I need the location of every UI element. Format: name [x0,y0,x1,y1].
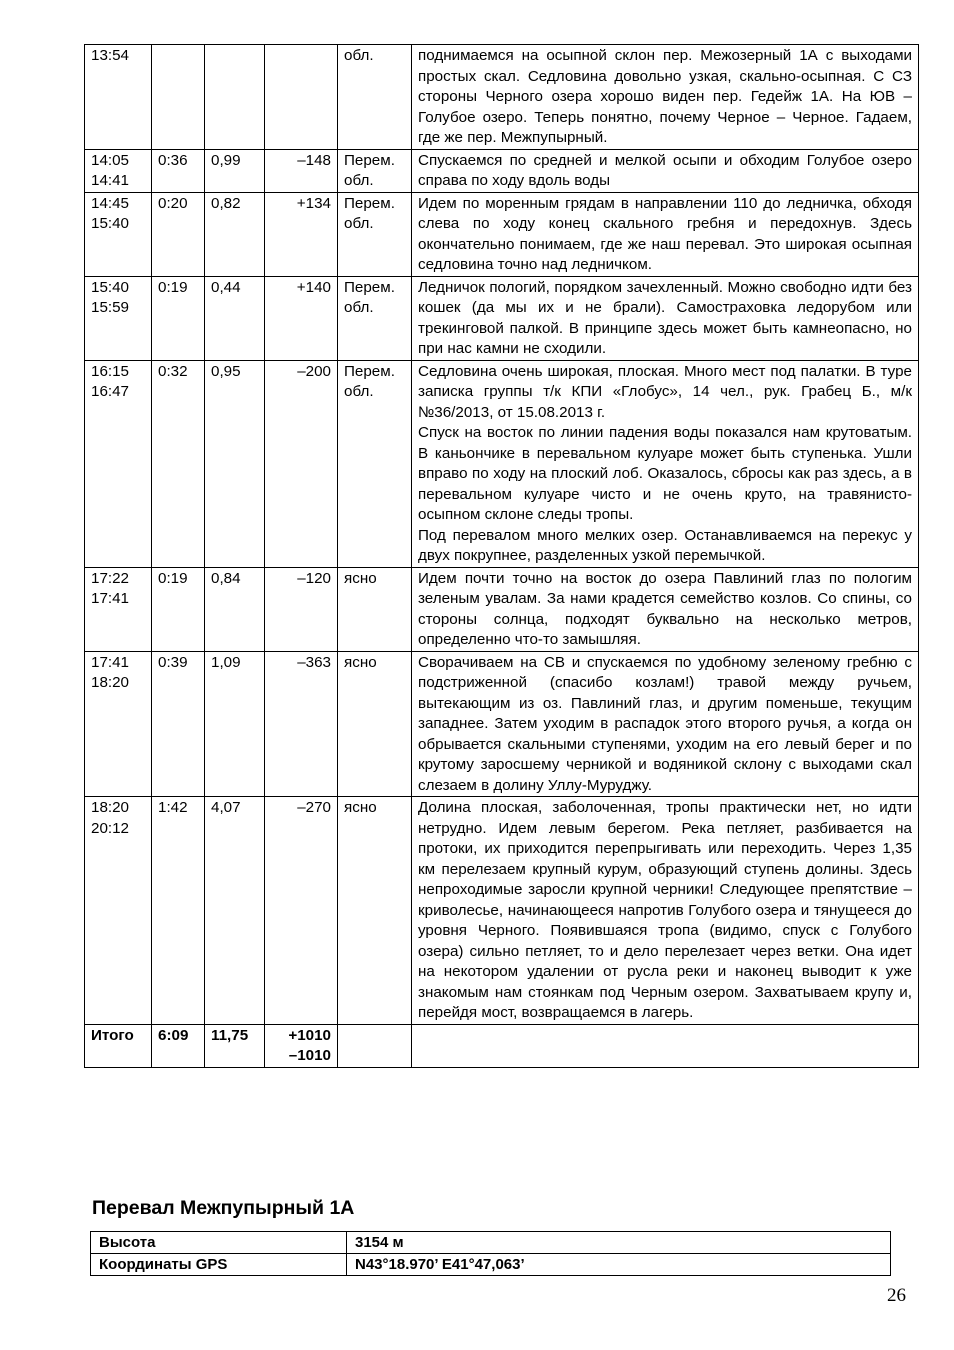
description-cell-line: Сворачиваем на СВ и спускаемся по удобному зеленому гребню с подстриженной (спасибо козлам!) травой между ручьем, вытекающим из оз. Павлиний глаз, и другим поменьше, текущим западнее. Затем уходим в распадок этого второго ручья, а когда он обрывается скальными ступенями, уходим на его левый берег и по крутому заросшему черникой и водяникой склону с выходами скал слезаем в долину Уллу-Муруджу. [418,653,912,794]
elevation-cell [265,45,338,150]
total-description-empty [412,1024,919,1067]
duration-cell: 0:36 [152,149,205,192]
weather-cell-line: ясно [344,653,377,671]
log-row [85,276,919,360]
total-duration: 6:09 [152,1024,205,1067]
distance-cell: 4,07 [205,797,265,1025]
total-elevation [265,1024,338,1067]
log-row [85,192,919,276]
time-cell-line: 16:15 [91,362,130,380]
log-row [85,45,919,150]
elevation-cell: –200 [265,360,338,567]
description-cell [412,45,919,150]
distance-cell: 0,82 [205,192,265,276]
time-cell-line: 17:41 [91,653,130,671]
pass-param-value: N43°18.970’ E41°47,063’ [347,1254,891,1276]
description-cell-line: поднимаемся на осыпной склон пер. Межозерный 1А с выходами простых скал. Седловина довольно узкая, скально-осыпная. С СЗ стороны Черного озера хорошо виден пер. Гедейж 1А. На ЮВ – Голубое озеро. Теперь понятно, почему Черное – Черное. Гадаем, где же пер. Межпупырный. [418,47,912,146]
duration-cell: 0:19 [152,276,205,360]
time-cell [85,567,152,651]
pass-param-row [91,1254,891,1276]
time-cell-line: 13:54 [91,47,130,64]
time-cell-line: 15:40 [91,215,130,232]
description-cell [412,276,919,360]
distance-cell: 0,99 [205,149,265,192]
log-row [85,651,919,797]
weather-cell-line: обл. [344,299,374,316]
distance-cell [205,45,265,150]
total-row [85,1024,919,1067]
time-cell-line: 18:20 [91,799,130,816]
weather-cell-line: ясно [344,799,377,816]
time-cell [85,276,152,360]
time-cell [85,360,152,567]
description-cell-line: Идем по моренным грядам в направлении 110 до ледничка, обходя слева по ходу конец скального гребня и передохнув. Здесь окончательно понимаем, где же наш перевал. Это широкая осыпная седловина точно над ледничком. [418,194,912,273]
weather-cell-line: Перем. [344,194,395,212]
description-cell-line: Седловина очень широкая, плоская. Много мест под палатки. В туре записка группы т/к КПИ «Глобус», 14 чел., рук. Грабец Б., м/к №36/2013, от 15.08.2013 г. [418,362,912,421]
weather-cell [338,149,412,192]
description-cell [412,360,919,567]
time-cell [85,651,152,797]
time-cell-line: 16:47 [91,383,130,400]
time-cell-line: 14:45 [91,194,130,212]
duration-cell: 0:39 [152,651,205,797]
weather-cell-line: Перем. [344,278,395,296]
weather-cell-line: обл. [344,172,374,189]
distance-cell: 1,09 [205,651,265,797]
log-row [85,360,919,567]
weather-cell [338,276,412,360]
weather-cell [338,567,412,651]
weather-cell [338,360,412,567]
total-label: Итого [85,1024,152,1067]
duration-cell [152,45,205,150]
weather-cell [338,651,412,797]
elevation-cell: –120 [265,567,338,651]
weather-cell-line: обл. [344,215,374,232]
time-cell-line: 17:22 [91,569,130,587]
weather-cell-line: ясно [344,569,377,587]
total-elevation-line: –1010 [288,1047,331,1064]
description-cell [412,149,919,192]
description-cell [412,567,919,651]
pass-param-value: 3154 м [347,1232,891,1254]
description-cell [412,192,919,276]
elevation-cell: +134 [265,192,338,276]
time-cell [85,192,152,276]
description-cell-line: Долина плоская, заболоченная, тропы практически нет, но идти нетрудно. Идем левым берегом. Река петляет, разбивается на протоки, их приходится перепрыгивать или переходить. Через 1,35 км перелезаем крупный курум, образующий ступень долины. Здесь непроходимые заросли крупной черники! Следующее препятствие – криволесье, начинающееся напротив Голубого озера и тянущееся до уровня Черного. Появившаяся тропа (видимо, спуск с Голубого озера) сильно петляет, то и дело перелезает через ветки. Она идет на некотором удалении от русла реки и наконец выводит к уже знакомым нам стоянкам под Черным озером. Захватываем крупу и, перейдя мост, возвращаемся в лагерь. [418,799,912,1021]
weather-cell-line: Перем. [344,151,395,169]
weather-cell-line: обл. [344,383,374,400]
pass-param-label: Координаты GPS [91,1254,347,1276]
distance-cell: 0,84 [205,567,265,651]
log-row [85,797,919,1025]
duration-cell: 0:19 [152,567,205,651]
description-cell [412,797,919,1025]
pass-title: Перевал Межпупырный 1А [92,1197,355,1219]
elevation-cell: +140 [265,276,338,360]
description-cell-line: Идем почти точно на восток до озера Павлиний глаз по пологим зеленым увалам. За нами крадется семейство козлов. Со спины, со стороны солнца, подходят буквально на несколько метров, определенно что-то замышляя. [418,569,912,648]
time-cell-line: 18:20 [91,674,130,691]
duration-cell: 0:32 [152,360,205,567]
distance-cell: 0,95 [205,360,265,567]
description-cell-line: Спускаемся по средней и мелкой осыпи и обходим Голубое озеро справа по ходу вдоль воды [418,151,912,189]
pass-params-table [90,1231,891,1276]
pass-param-row [91,1232,891,1254]
elevation-cell: –363 [265,651,338,797]
total-weather-empty [338,1024,412,1067]
time-cell [85,797,152,1025]
elevation-cell: –148 [265,149,338,192]
log-row [85,149,919,192]
weather-cell [338,192,412,276]
description-cell [412,651,919,797]
log-row [85,567,919,651]
route-log-table [84,44,919,1068]
time-cell-line: 17:41 [91,590,130,607]
time-cell-line: 20:12 [91,819,130,837]
description-cell-line: Под перевалом много мелких озер. Останавливаемся на перекус у двух покрупнее, разделенных узкой перемычкой. [418,526,912,564]
total-elevation-line: +1010 [288,1026,331,1044]
time-cell [85,45,152,150]
page-number: 26 [887,1285,906,1306]
weather-cell [338,45,412,150]
time-cell [85,149,152,192]
duration-cell: 1:42 [152,797,205,1025]
duration-cell: 0:20 [152,192,205,276]
pass-param-label: Высота [91,1232,347,1254]
description-cell-line: Ледничок пологий, порядком зачехленный. Можно свободно идти без кошек (да мы их и не брали). Самостраховка ледорубом или трекинговой палкой. В принципе здесь может быть камнеопасно, но при нас камни не сходили. [418,278,912,357]
time-cell-line: 15:59 [91,299,130,316]
distance-cell: 0,44 [205,276,265,360]
weather-cell-line: Перем. [344,362,395,380]
weather-cell [338,797,412,1025]
time-cell-line: 14:05 [91,151,130,169]
elevation-cell: –270 [265,797,338,1025]
weather-cell-line: обл. [344,47,374,64]
time-cell-line: 14:41 [91,172,130,189]
description-cell-line: Спуск на восток по линии падения воды показался нам крутоватым. В каньончике в перевальном кулуаре может быть ступенька. Ушли вправо по ходу на плоский лоб. Оказалось, сбросы как раз здесь, а в перевальном кулуаре чисто и не очень круто, на травянисто-осыпном склоне следы тропы. [418,424,912,523]
time-cell-line: 15:40 [91,278,130,296]
total-distance: 11,75 [205,1024,265,1067]
